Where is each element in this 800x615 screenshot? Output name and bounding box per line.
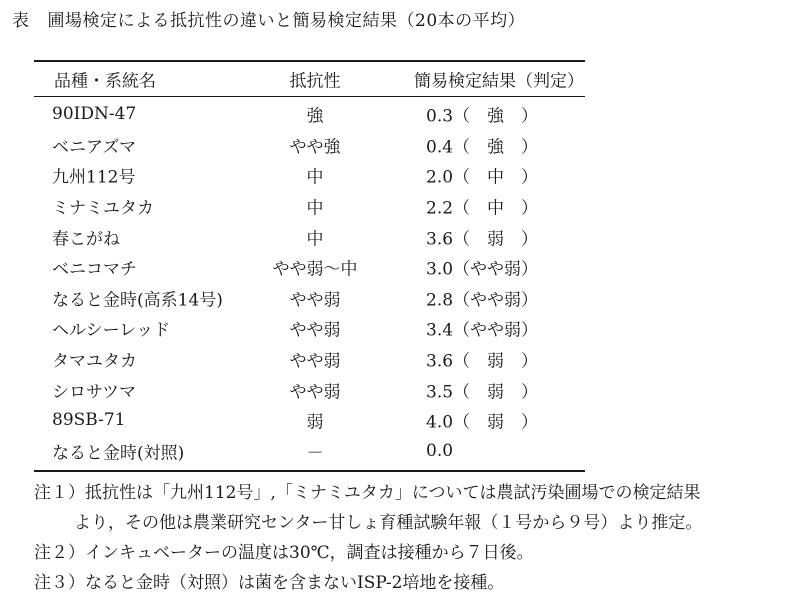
judgment-cell: 0.4（ 強 ） bbox=[426, 137, 539, 158]
judgment-cell: 2.0（ 中 ） bbox=[426, 167, 539, 188]
variety-name-cell: ベニコマチ bbox=[52, 259, 137, 280]
judgment-cell: 0.0 bbox=[426, 440, 454, 461]
header-variety-name: 品種・系統名 bbox=[54, 71, 156, 92]
resistance-cell: やや弱 bbox=[289, 320, 341, 341]
resistance-cell: － bbox=[306, 443, 324, 464]
header-simple-test-result: 簡易検定結果（判定） bbox=[414, 71, 584, 92]
caption-label: 表 bbox=[12, 11, 30, 31]
judgment-cell: 3.6（ 弱 ） bbox=[426, 351, 539, 372]
caption-title: 圃場検定による抵抗性の違いと簡易検定結果（20本の平均） bbox=[47, 11, 526, 31]
variety-name-cell: 九州112号 bbox=[52, 167, 136, 188]
judgment-cell: 2.2（ 中 ） bbox=[426, 198, 539, 219]
table-row bbox=[34, 191, 585, 222]
resistance-cell: 弱 bbox=[306, 412, 324, 433]
table-row bbox=[34, 374, 585, 405]
variety-name-cell: ヘルシーレッド bbox=[52, 320, 171, 341]
resistance-cell: やや弱 bbox=[289, 382, 341, 403]
judgment-cell: 3.6（ 弱 ） bbox=[426, 229, 539, 250]
table-row bbox=[34, 252, 585, 283]
variety-name-cell: ミナミユタカ bbox=[52, 198, 154, 219]
header-resistance: 抵抗性 bbox=[289, 71, 341, 92]
table-row bbox=[34, 313, 585, 344]
variety-name-cell: タマユタカ bbox=[52, 351, 137, 372]
judgment-cell: 3.4（やや弱） bbox=[426, 320, 539, 341]
judgment-cell: 3.5（ 弱 ） bbox=[426, 382, 539, 403]
variety-name-cell: 春こがね bbox=[52, 229, 120, 250]
judgment-cell: 3.0（やや弱） bbox=[426, 259, 539, 280]
results-table bbox=[34, 60, 585, 472]
resistance-cell: やや弱～中 bbox=[272, 259, 358, 280]
variety-name-cell: シロサツマ bbox=[52, 382, 136, 403]
resistance-cell: 中 bbox=[306, 229, 324, 250]
footnote-1-continued: より，その他は農業研究センター甘しょ育種試験年報（１号から９号）より推定。 bbox=[74, 513, 703, 533]
variety-name-cell: なると金時(高系14号) bbox=[52, 290, 223, 311]
table-row bbox=[34, 283, 585, 314]
table-bottom-rule bbox=[34, 470, 585, 472]
table-header-row bbox=[34, 62, 585, 96]
variety-name-cell: なると金時(対照) bbox=[52, 443, 185, 464]
table-body bbox=[34, 97, 585, 470]
resistance-cell: やや弱 bbox=[289, 290, 341, 311]
judgment-cell: 0.3（ 強 ） bbox=[426, 106, 539, 127]
resistance-cell: 強 bbox=[306, 106, 324, 127]
judgment-cell: 4.0（ 弱 ） bbox=[426, 412, 539, 433]
table-row bbox=[34, 405, 585, 436]
footnote-1: 注１）抵抗性は「九州112号」,「ミナミユタカ」については農試汚染圃場での検定結果 bbox=[34, 483, 701, 503]
variety-name-cell: ベニアズマ bbox=[52, 137, 136, 158]
table-row bbox=[34, 344, 585, 375]
table-row bbox=[34, 221, 585, 252]
footnote-2: 注２）インキュベーターの温度は30℃，調査は接種から７日後。 bbox=[34, 543, 534, 563]
resistance-cell: 中 bbox=[306, 167, 324, 188]
judgment-cell: 2.8（やや弱） bbox=[426, 290, 539, 311]
resistance-cell: やや強 bbox=[289, 137, 341, 158]
resistance-cell: やや弱 bbox=[289, 351, 341, 372]
table-caption bbox=[12, 6, 525, 31]
table-row bbox=[34, 99, 585, 130]
variety-name-cell: 89SB-71 bbox=[52, 410, 126, 431]
table-row bbox=[34, 160, 585, 191]
footnotes bbox=[34, 478, 794, 598]
table-row bbox=[34, 436, 585, 467]
table-row bbox=[34, 130, 585, 161]
variety-name-cell: 90IDN-47 bbox=[52, 104, 137, 125]
footnote-3: 注３）なると金時（対照）は菌を含まないISP-2培地を接種。 bbox=[34, 573, 505, 593]
resistance-cell: 中 bbox=[306, 198, 324, 219]
